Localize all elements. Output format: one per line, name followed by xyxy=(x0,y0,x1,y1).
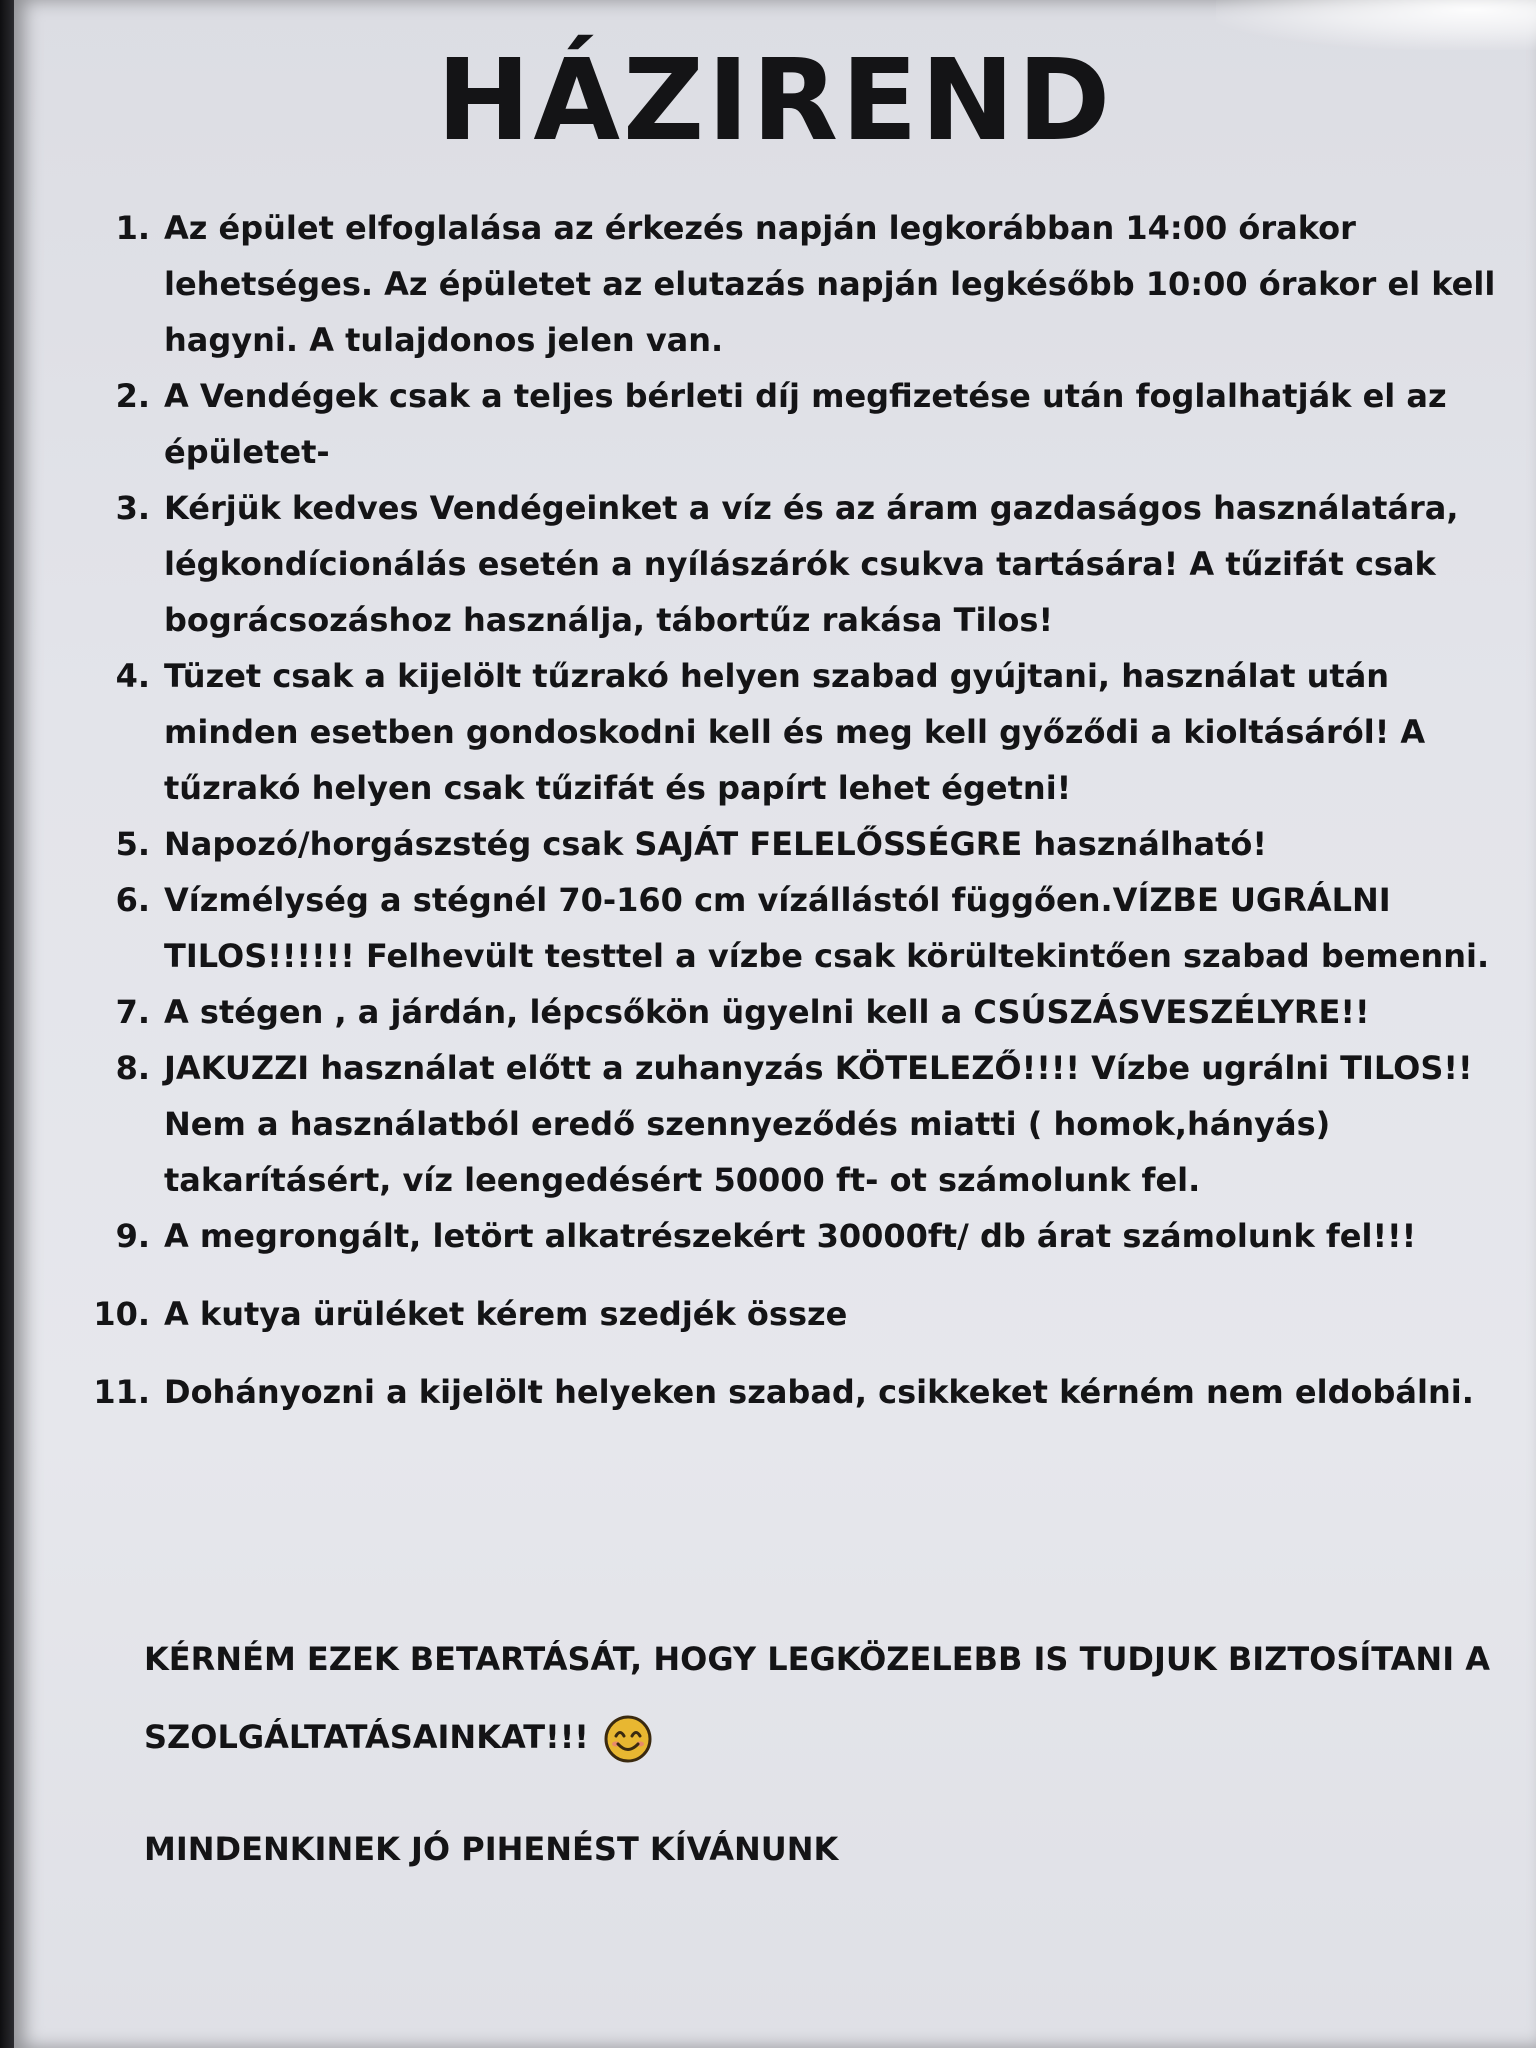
rule-number: 8. xyxy=(115,1049,150,1087)
rule-text: Tüzet csak a kijelölt tűzrakó helyen szabad gyújtani, használat után minden esetben gondoskodni kell és meg kell győződi a kioltásáról! A tűzrakó helyen csak tűzifát és papírt lehet égetni! xyxy=(164,657,1426,807)
closing-wish: MINDENKINEK JÓ PIHENÉST KÍVÁNUNK xyxy=(144,1830,839,1868)
rule-5 xyxy=(90,816,1510,872)
rules-list xyxy=(90,200,1510,1420)
rule-4 xyxy=(90,648,1510,816)
rule-text: JAKUZZI használat előtt a zuhanyzás KÖTELEZŐ!!!! Vízbe ugrálni TILOS!! Nem a használatból eredő szennyeződés miatti ( homok,hányás) takarításért, víz leengedésért 50000 ft- ot számolunk fel. xyxy=(164,1049,1473,1199)
house-rules-sheet xyxy=(14,0,1536,2048)
rule-2 xyxy=(90,368,1510,480)
rule-number: 4. xyxy=(115,657,150,695)
rule-8 xyxy=(90,1040,1510,1208)
closing-request-text: KÉRNÉM EZEK BETARTÁSÁT, HOGY LEGKÖZELEBB IS TUDJUK BIZTOSÍTANI A SZOLGÁLTATÁSAINKAT!!! xyxy=(144,1640,1490,1756)
rule-text: Kérjük kedves Vendégeinket a víz és az áram gazdaságos használatára, légkondícionálás esetén a nyílászárók csukva tartására! A tűzifát csak bográcsozáshoz használja, tábortűz rakása Tilos! xyxy=(164,489,1459,639)
closing-request xyxy=(144,1620,1514,1776)
rule-11 xyxy=(90,1364,1510,1420)
rule-3 xyxy=(90,480,1510,648)
rule-number: 6. xyxy=(115,881,150,919)
rule-text: A Vendégek csak a teljes bérleti díj megfizetése után foglalhatják el az épületet- xyxy=(164,377,1447,471)
rule-number: 7. xyxy=(115,993,150,1031)
rule-text: Vízmélység a stégnél 70-160 cm vízállástól függően.VÍZBE UGRÁLNI TILOS!!!!!! Felhevült testtel a vízbe csak körültekintően szabad bemenni. xyxy=(164,881,1490,975)
rule-number: 2. xyxy=(115,377,150,415)
rule-text: Napozó/horgászstég csak SAJÁT FELELŐSSÉGRE használható! xyxy=(164,825,1267,863)
rule-number: 9. xyxy=(115,1217,150,1255)
rule-10 xyxy=(90,1286,1510,1342)
rule-text: Az épület elfoglalása az érkezés napján legkorábban 14:00 órakor lehetséges. Az épületet az elutazás napján legkésőbb 10:00 órakor el kell hagyni. A tulajdonos jelen van. xyxy=(164,209,1496,359)
rule-1 xyxy=(90,200,1510,368)
rule-text: A stégen , a járdán, lépcsőkön ügyelni kell a CSÚSZÁSVESZÉLYRE!! xyxy=(164,993,1370,1031)
rule-text: A kutya ürüléket kérem szedjék össze xyxy=(164,1295,848,1333)
rule-number: 1. xyxy=(115,209,150,247)
rule-number: 11. xyxy=(93,1373,150,1411)
page-title: HÁZIREND xyxy=(436,36,1114,166)
rule-7 xyxy=(90,984,1510,1040)
rule-text: Dohányozni a kijelölt helyeken szabad, csikkeket kérném nem eldobálni. xyxy=(164,1373,1474,1411)
rule-number: 3. xyxy=(115,489,150,527)
rule-text: A megrongált, letört alkatrészekért 30000ft/ db árat számolunk fel!!! xyxy=(164,1217,1417,1255)
rule-6 xyxy=(90,872,1510,984)
rule-9 xyxy=(90,1208,1510,1264)
rule-number: 10. xyxy=(93,1295,150,1333)
rule-number: 5. xyxy=(115,825,150,863)
smiling-face-icon xyxy=(603,1714,653,1764)
